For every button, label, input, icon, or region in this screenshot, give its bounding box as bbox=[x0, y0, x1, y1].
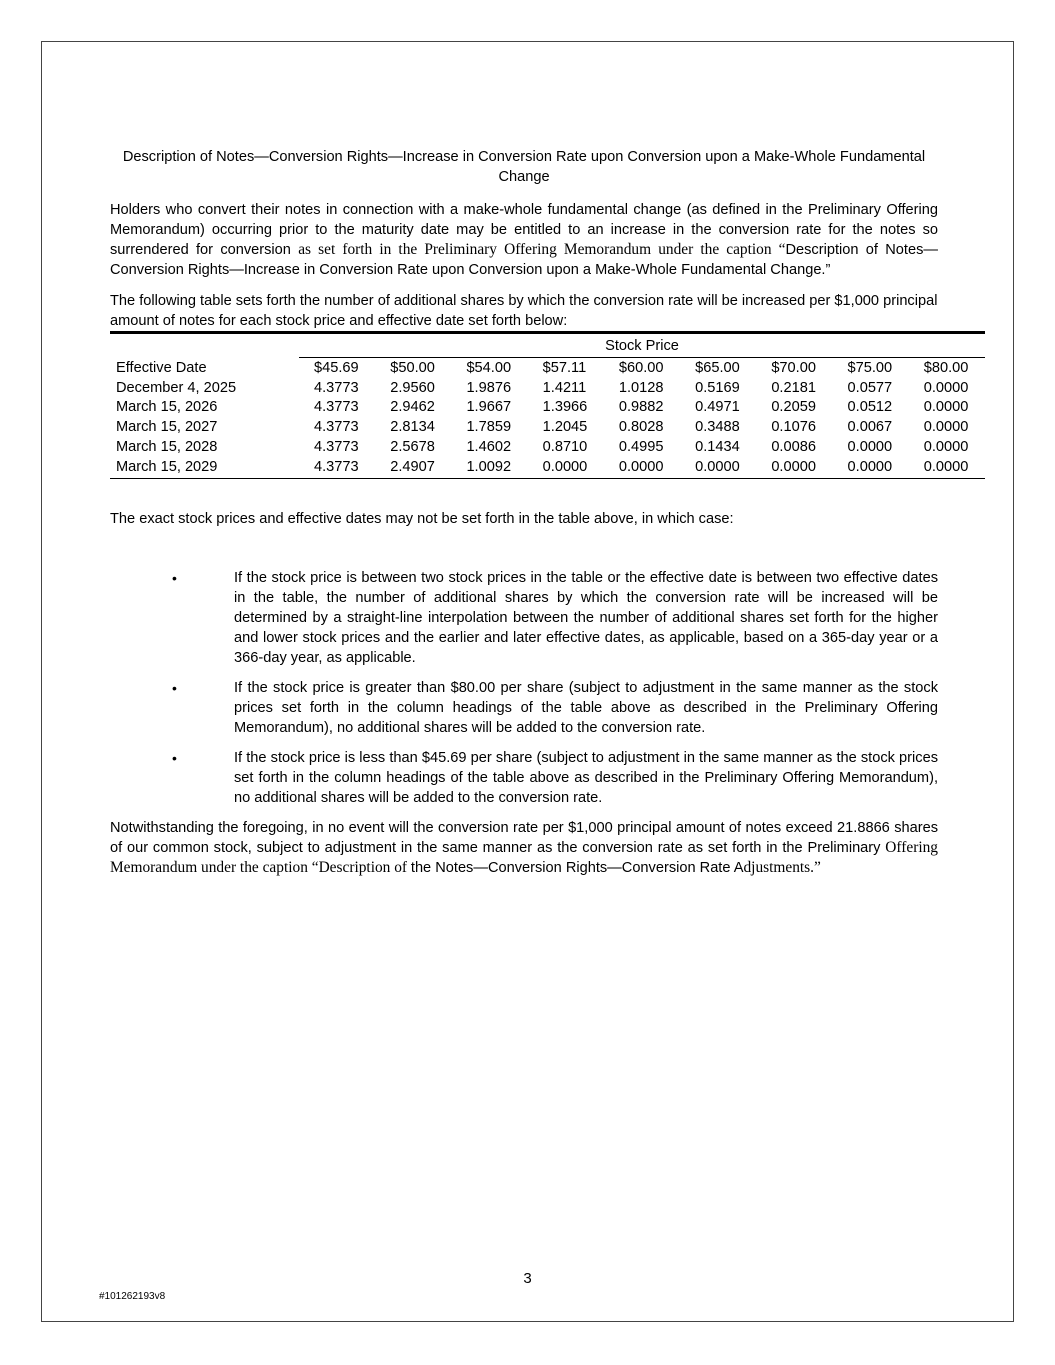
paragraph-notwithstanding-text: Notwithstanding the foregoing, in no event will the conversion rate per $1,000 principal amount of notes exceed 21.8866 shares of our common stock, subject to adjustment in the same manner as the conversion rate as set forth in the Preliminary bbox=[110, 819, 938, 856]
table-cell: 4.3773 bbox=[314, 379, 359, 396]
table-row bbox=[110, 458, 985, 478]
row-date: March 15, 2028 bbox=[116, 438, 218, 455]
table-cell: 0.3488 bbox=[695, 419, 740, 436]
price-header: $60.00 bbox=[618, 359, 664, 376]
row-date: December 4, 2025 bbox=[116, 379, 237, 396]
price-header: $80.00 bbox=[923, 359, 969, 376]
effective-date-header: Effective Date bbox=[116, 359, 207, 376]
paragraph-notwithstanding-caption: the Notes—Conversion Rights—Conversion Rate A bbox=[410, 859, 744, 876]
section-heading: Description of Notes—Conversion Rights—Increase in Conversion Rate upon Conversion upon a Make-Whole Fundamental Change bbox=[122, 149, 926, 185]
paragraph-notwithstanding-serif: Offering Memorandum under the caption “Description of bbox=[110, 838, 938, 876]
bullet-icon: • bbox=[172, 679, 177, 696]
table-cell: 1.3966 bbox=[542, 399, 588, 416]
price-header: $50.00 bbox=[390, 359, 435, 376]
price-header: $70.00 bbox=[771, 359, 816, 376]
paragraph-make-whole-serif: as set forth in the Preliminary Offering Memorandum under the caption “ bbox=[298, 241, 786, 258]
bullet-text: If the stock price is greater than $80.00 per share (subject to adjustment in the same manner as the stock prices set forth in the column headings of the table above as described in the Preliminary Offering Memorandum), no additional shares will be added to the conversion rate. bbox=[234, 679, 938, 736]
price-header: $75.00 bbox=[847, 359, 893, 376]
table-cell: 0.1434 bbox=[695, 438, 740, 455]
table-cell: 0.4971 bbox=[695, 399, 740, 416]
table-cell: 0.9882 bbox=[618, 399, 664, 416]
table-cell: 0.0067 bbox=[847, 419, 893, 436]
price-header: $45.69 bbox=[314, 359, 359, 376]
table-cell: 4.3773 bbox=[314, 399, 359, 416]
table-cell: 1.0092 bbox=[466, 458, 512, 475]
table-cell: 2.9462 bbox=[390, 399, 435, 416]
table-row bbox=[110, 379, 985, 399]
table-cell: 4.3773 bbox=[314, 458, 359, 475]
table-cell: 0.0577 bbox=[847, 379, 893, 396]
additional-shares-table bbox=[110, 331, 985, 479]
paragraph-notwithstanding bbox=[110, 818, 938, 878]
table-cell: 0.0000 bbox=[618, 458, 664, 475]
table-cell: 0.5169 bbox=[695, 379, 740, 396]
paragraph-make-whole-text: Holders who convert their notes in connection with a make-whole fundamental change (as defined in the Preliminary Offering Memorandum) occurring prior to the maturity date may be entitled to an increase in the conversion rate for the notes so surrendered for conversion bbox=[110, 202, 938, 258]
table-cell: 2.5678 bbox=[390, 438, 435, 455]
table-cell: 0.0000 bbox=[923, 419, 969, 436]
table-cell: 0.2181 bbox=[771, 379, 816, 396]
table-cell: 0.0000 bbox=[847, 438, 893, 455]
row-date: March 15, 2026 bbox=[116, 399, 218, 416]
table-cell: 0.2059 bbox=[771, 399, 816, 416]
table-row bbox=[110, 398, 985, 418]
page-number: 3 bbox=[523, 1270, 532, 1287]
table-cell: 0.0000 bbox=[847, 458, 893, 475]
paragraph-table-intro: The following table sets forth the number of additional shares by which the conversion rate will be increased per $1,000 principal amount of notes for each stock price and effective date set forth below: bbox=[110, 293, 938, 329]
table-cell: 0.0086 bbox=[771, 438, 816, 455]
table-cell: 1.9667 bbox=[466, 399, 512, 416]
row-date: March 15, 2027 bbox=[116, 419, 218, 436]
table-cell: 0.0000 bbox=[923, 438, 969, 455]
table-group-header-row bbox=[110, 333, 985, 358]
paragraph-notwithstanding-end: djustments.” bbox=[743, 858, 821, 876]
paragraph-exact-prices: The exact stock prices and effective dates may not be set forth in the table above, in which case: bbox=[110, 510, 734, 527]
table-cell: 2.9560 bbox=[390, 379, 435, 396]
bullet-text: If the stock price is less than $45.69 per share (subject to adjustment in the same manner as the stock prices set forth in the column headings of the table above as described in the Preliminary Offering Memorandum), no additional shares will be added to the conversion rate. bbox=[234, 749, 938, 806]
list-item bbox=[110, 678, 938, 738]
table-row bbox=[110, 438, 985, 458]
row-date: March 15, 2029 bbox=[116, 458, 218, 475]
table-cell: 1.4602 bbox=[466, 438, 512, 455]
paragraph-make-whole bbox=[110, 200, 938, 280]
document-id: #101262193v8 bbox=[99, 1291, 166, 1302]
table-cell: 0.0000 bbox=[695, 458, 740, 475]
bullet-icon: • bbox=[172, 569, 177, 586]
table-cell: 0.8028 bbox=[618, 419, 664, 436]
table-cell: 1.9876 bbox=[466, 379, 512, 396]
table-cell: 0.0000 bbox=[542, 458, 588, 475]
bullet-icon: • bbox=[172, 749, 177, 766]
table-row bbox=[110, 418, 985, 438]
table-cell: 0.1076 bbox=[771, 419, 816, 436]
table-cell: 1.0128 bbox=[618, 379, 664, 396]
list-item bbox=[110, 568, 938, 668]
table-column-header-row bbox=[110, 357, 985, 378]
table-cell: 4.3773 bbox=[314, 419, 359, 436]
bullet-text: If the stock price is between two stock prices in the table or the effective date is between two effective dates in the table, the number of additional shares by which the conversion rate will be increased will be determined by a straight-line interpolation between the number of additional shares set forth for the higher and lower stock prices and the earlier and later effective dates, as applicable, based on a 365-day year or a 366-day year, as applicable. bbox=[234, 569, 938, 666]
price-header: $54.00 bbox=[466, 359, 512, 376]
bullet-list bbox=[110, 568, 938, 808]
stock-price-header: Stock Price bbox=[299, 333, 985, 358]
paragraph-make-whole-caption: Description of Notes—Conversion Rights—Increase in Conversion Rate upon Conversion upon a Make-Whole Fundamental Change.” bbox=[110, 242, 938, 278]
table-cell: 0.0000 bbox=[923, 399, 969, 416]
table-cell: 1.7859 bbox=[466, 419, 512, 436]
table-cell: 0.0000 bbox=[771, 458, 816, 475]
table-cell: 0.0000 bbox=[923, 379, 969, 396]
table-cell: 0.4995 bbox=[618, 438, 664, 455]
table-cell: 0.0000 bbox=[923, 458, 969, 475]
table-cell: 0.0512 bbox=[847, 399, 893, 416]
table-cell: 2.8134 bbox=[390, 419, 435, 436]
table-cell: 1.2045 bbox=[542, 419, 588, 436]
list-item bbox=[110, 748, 938, 808]
table-cell: 4.3773 bbox=[314, 438, 359, 455]
document-body bbox=[110, 147, 969, 878]
price-header: $57.11 bbox=[542, 359, 587, 376]
table-cell: 2.4907 bbox=[390, 458, 435, 475]
price-header: $65.00 bbox=[695, 359, 740, 376]
table-cell: 1.4211 bbox=[542, 379, 587, 396]
table-cell: 0.8710 bbox=[542, 438, 588, 455]
